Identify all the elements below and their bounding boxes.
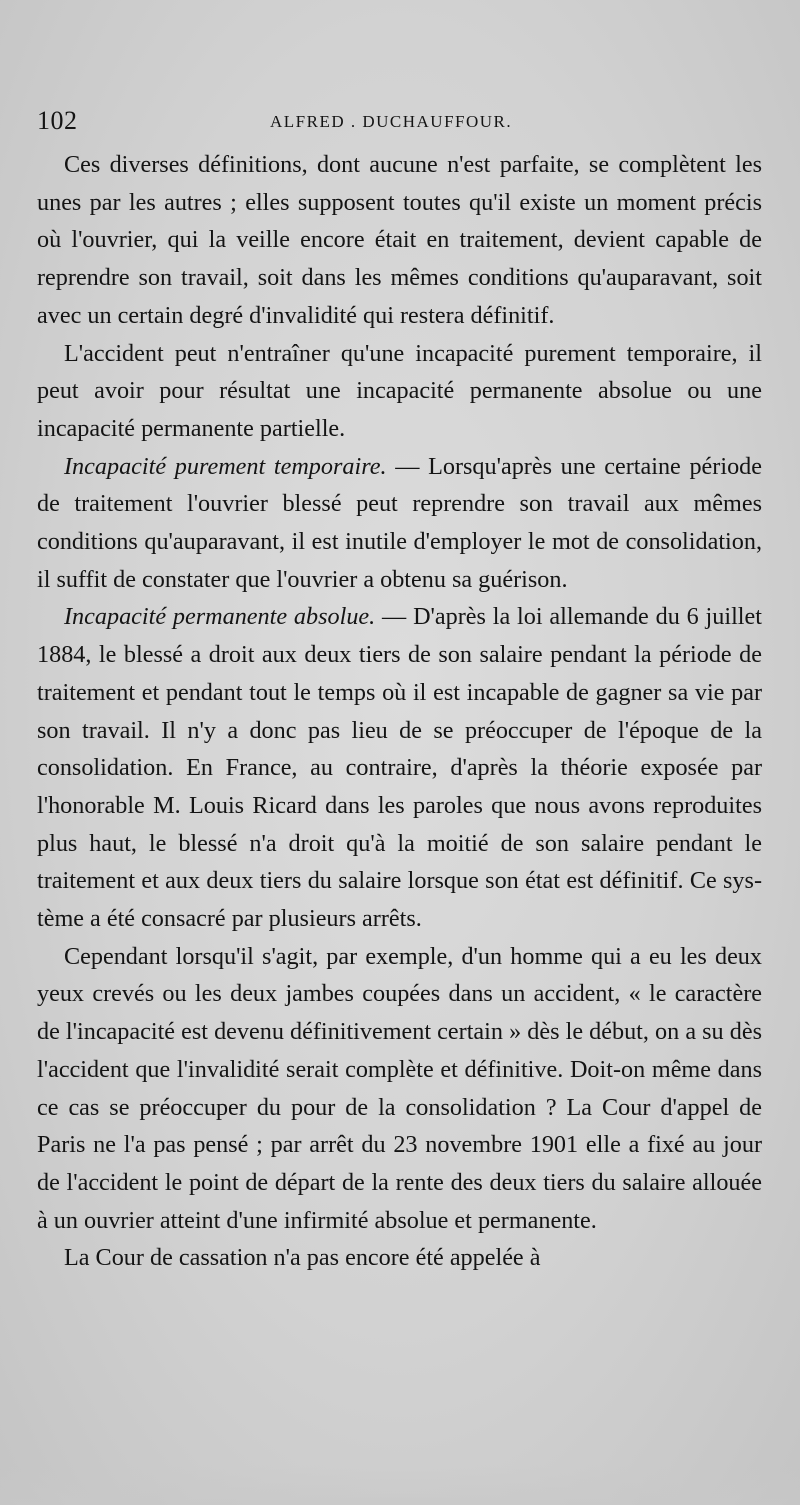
paragraph-text: Cependant lorsqu'il s'agit, par exemple, d'un homme qui a eu les deux yeux crevés ou les deux jambes coupées dans un accident, « le caractère de l'incapacité est devenu définitivement certain » dès le début, on a su dès l'accident que l'invalidité serait complète et définitive. Doit-on même dans ce cas se préoccuper du pour de la consolidation ? La Cour d'appel de Paris ne l'a pas pensé ; par arrêt du 23 novembre 1901 elle a fixé au jour de l'accident le point de départ de la rente des deux tiers du salaire allouée à un ouvrier atteint d'une infirmité absolue et permanente. [37, 942, 762, 1234]
running-head: ALFRED . DUCHAUFFOUR. [270, 112, 513, 131]
paragraph [37, 335, 762, 448]
paragraph [37, 146, 762, 335]
paragraph-text: La Cour de cassation n'a pas encore été appelée à [64, 1244, 541, 1272]
paragraph-text: — D'après la loi allemande du 6 juillet 1884, le blessé a droit aux deux tiers de son salaire pendant la période de traitement et pendant tout le temps où il est incapable de gagner sa vie par son travail. Il n'y a donc pas lieu de se préoccuper de l'époque de la consolidation. En France, au contraire, d'après la théorie exposée par l'honorable M. Louis Ricard dans les paroles que nous avons reproduites plus haut, le blessé n'a droit qu'à la moitié de son salaire pendant le traitement et aux deux tiers du salaire lorsque son état est définitif. Ce système a été consacré par plusieurs arrêts. [37, 603, 762, 933]
body-text [37, 146, 762, 1277]
paragraph [37, 448, 762, 599]
paragraph [37, 938, 762, 1240]
page-edge-shadow [0, 1465, 800, 1505]
paragraph-text: — Lorsqu'après une certaine période de traitement l'ouvrier blessé peut reprendre son travail aux mêmes conditions qu'auparavant, il est inutile d'employer le mot de consolidation, il suffit de constater que l'ouvrier a obtenu sa guérison. [37, 452, 762, 593]
section-heading: Incapacité permanente absolue. [64, 603, 376, 631]
paragraph [37, 598, 762, 937]
page-number: 102 [37, 106, 78, 135]
paragraph [37, 1239, 762, 1277]
paragraph-text: Ces diverses définitions, dont aucune n'est parfaite, se complètent les unes par les autres ; elles supposent toutes qu'il existe un moment précis où l'ouvrier, qui la veille encore était en traitement, devient capable de reprendre son travail, soit dans les mêmes conditions qu'auparavant, soit avec un certain degré d'invalidité qui restera définitif. [37, 151, 762, 329]
paragraph-text: L'accident peut n'entraîner qu'une incapacité purement temporaire, il peut avoir pour résultat une incapacité permanente absolue ou une incapacité permanente partielle. [37, 339, 762, 442]
page-header [37, 106, 757, 136]
section-heading: Incapacité purement temporaire. [64, 452, 387, 480]
